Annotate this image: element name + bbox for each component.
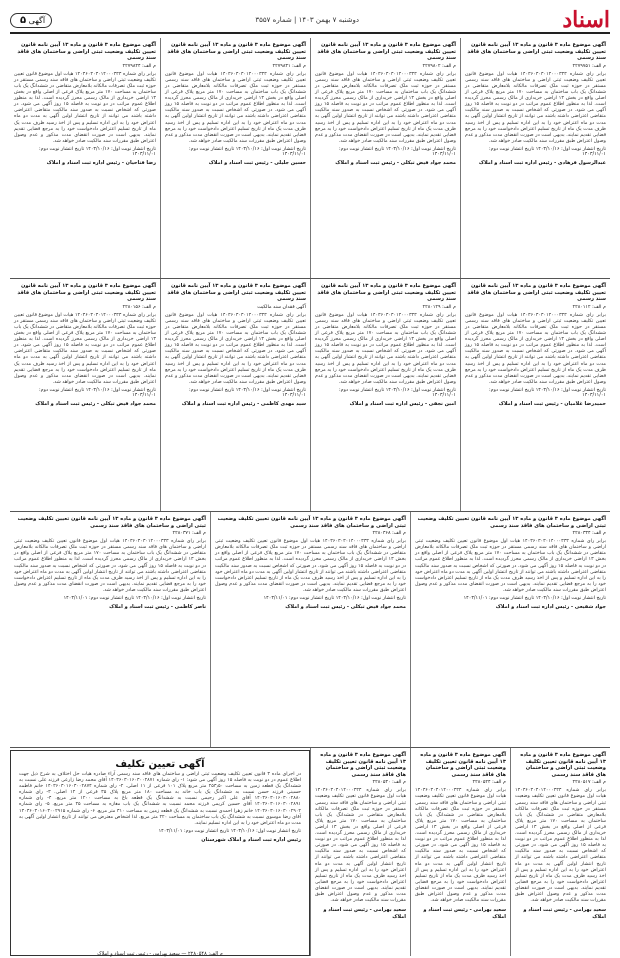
notice-body: برابر رای شماره ۱۴۰۳۶۰۳۰۳۰۱۴۰۰۰۳۳۳ هیات اول موضوع قانون تعیین تکلیف وضعیت ثبتی اراضی و ساختمان های فاقد سند رسمی مستقر در حوزه ثبت ملک تصرفات مالکانه بلامعارض متقاضی در ششدانگ یک باب ساختمان به مساحت ۱۷۰ متر مربع پلاک فرعی از اصلی واقع در بخش ۱۳ اراضی خریداری از مالک رسمی محرز گردیده است. لذا به منظور اطلاع عموم مراتب در دو نوبت به فاصله ۱۵ روز آگهی می شود. در صورتی که اشخاص نسبت به صدور سند مالکیت متقاضی اعتراضی داشته باشند می توانند از تاریخ انتشار اولین آگهی به مدت دو ماه اعتراض خود را به این اداره تسلیم و پس از اخذ رسید ظرف مدت یک ماه از تاریخ تسلیم اعتراض دادخواست خود را به مرجع قضایی تقدیم نمایند. بدیهی است در صورت انقضای مدت مذکور و عدم وصول اعتراض طبق مقررات سند مالکیت صادر خواهد شد. xyxy=(165,71,306,144)
legal-notice xyxy=(160,38,310,278)
notice-title: آگهی موضوع ماده ۳ قانون و ماده ۱۳ آیین نامه قانون تعیین تکلیف وضعیت ثبتی اراضی و ساختمان های فاقد سند رسمی xyxy=(17,283,156,303)
notice-ref: م الف: ۲۲۷۹۸۳۱ xyxy=(272,63,306,69)
legal-notice xyxy=(310,748,410,956)
legal-notice xyxy=(460,38,610,278)
notice-ref: م الف: ۲۲۷۹۷۵۱ xyxy=(572,63,606,69)
notice-body: برابر رای شماره ۱۴۰۳۶۰۳۰۳۰۱۴۰۰۰۳۳۳ هیات اول موضوع قانون تعیین تکلیف وضعیت ثبتی اراضی و ساختمان های فاقد سند رسمی مستقر در حوزه ثبت ملک تصرفات مالکانه بلامعارض متقاضی در ششدانگ یک باب ساختمان به مساحت ۱۷۰ متر مربع پلاک فرعی از اصلی واقع در بخش ۱۳ اراضی خریداری از مالک رسمی محرز گردیده است. لذا به منظور اطلاع عموم مراتب در دو نوبت به فاصله ۱۵ روز آگهی می شود. در صورتی که اشخاص نسبت به صدور سند مالکیت متقاضی اعتراضی داشته باشند می توانند از تاریخ انتشار اولین آگهی به مدت دو ماه اعتراض خود را به این اداره تسلیم و پس از اخذ رسید ظرف مدت یک ماه از تاریخ تسلیم اعتراض دادخواست خود را به مرجع قضایی تقدیم نمایند. بدیهی است در صورت انقضای مدت مذکور و عدم وصول اعتراض طبق مقررات سند مالکیت صادر خواهد شد. xyxy=(315,312,456,385)
notice-signature: محمد جواد فیض تبکلی - رئیس ثبت اسناد و املاک xyxy=(285,604,406,611)
notice-title: آگهی موضوع ماده ۳ قانون و ماده ۱۳ آیین نامه قانون تعیین تکلیف وضعیت ثبتی اراضی و ساختمان های فاقد سند رسمی xyxy=(317,283,456,303)
page-number: ۵ xyxy=(20,14,27,26)
notice-signature: سعید بهرامی - رئیس ثبت اسناد و املاک xyxy=(323,907,406,920)
notice-title: آگهی موضوع ماده ۳ قانون و ماده ۱۳ آیین نامه قانون تعیین تکلیف وضعیت ثبتی اراضی و ساختمان های فاقد سند رسمی xyxy=(317,42,456,62)
newspaper-logo: اسناد xyxy=(562,7,610,33)
big-notice-date: تاریخ انتشار نوبت اول: ۱۴۰۳/۱۰/۱۶ تاریخ انتشار نوبت دوم: ۱۴۰۳/۱۱/۰۱ xyxy=(158,828,301,834)
issue-line: دوشنبه ۷ بهمن ۱۴۰۳ | شماره ۳۵۵۷ xyxy=(255,16,359,24)
notice-row-bottom xyxy=(10,748,610,956)
notice-signature: ناصر کاظمی - رئیس ثبت اسناد و املاک xyxy=(109,604,206,611)
notice-signature: سعید بهرامی - رئیس ثبت اسناد و املاک xyxy=(523,907,606,920)
notice-body: برابر رای شماره ۱۴۰۳۶۰۳۰۳۰۱۴۰۰۰۳۳۳ هیات اول موضوع قانون تعیین تکلیف وضعیت ثبتی اراضی و ساختمان های فاقد سند رسمی مستقر در حوزه ثبت ملک تصرفات مالکانه بلامعارض متقاضی در ششدانگ یک باب ساختمان به مساحت ۱۷۰ متر مربع پلاک فرعی از اصلی واقع در بخش ۱۳ اراضی خریداری از مالک رسمی محرز گردیده است. لذا به منظور اطلاع عموم مراتب در دو نوبت به فاصله ۱۵ روز آگهی می شود. در صورتی که اشخاص نسبت به صدور سند مالکیت متقاضی اعتراضی داشته باشند می توانند از تاریخ انتشار اولین آگهی به مدت دو ماه اعتراض خود را به این اداره تسلیم و پس از اخذ رسید ظرف مدت یک ماه از تاریخ تسلیم اعتراض دادخواست خود را به مرجع قضایی تقدیم نمایند. بدیهی است در صورت انقضای مدت مذکور و عدم وصول اعتراض طبق مقررات سند مالکیت صادر خواهد شد. xyxy=(465,71,606,144)
big-notice-signature: رئیس اداره ثبت اسناد و املاک شهرستان xyxy=(201,836,301,843)
notice-title: آگهی موضوع ماده ۳ قانون و ماده ۱۳ آیین نامه قانون تعیین تکلیف وضعیت ثبتی اراضی و ساختمان های فاقد سند رسمی xyxy=(167,42,306,62)
legal-notice xyxy=(210,512,410,747)
notice-signature: سعید بهرامی - رئیس ثبت اسناد و املاک xyxy=(423,907,506,920)
page-label: آگهی xyxy=(28,15,46,25)
notice-row xyxy=(10,38,610,279)
legal-notice xyxy=(410,748,510,956)
notice-ref: م الف: ۲۲۷۹۸۰۲ xyxy=(422,63,456,69)
notice-signature: محمد جواد فیض تبکلی - رئیس ثبت اسناد و املاک xyxy=(35,400,156,407)
notice-title: آگهی موضوع ماده ۳ قانون و ماده ۱۳ آیین نامه قانون تعیین تکلیف وضعیت ثبتی اراضی و ساختمان های فاقد سند رسمی xyxy=(520,752,606,778)
big-notice-list: در اجرای ماده ۳ قانون تعیین تکلیف وضعیت ثبتی اراضی و ساختمان های فاقد سند رسمی آراء صادره هیات حل اختلاف به شرح ذیل جهت اطلاع عموم در دو نوبت به فاصله ۱۵ روز آگهی می شود: ۱- رای شماره ۱۴۰۳۶۰۳۰۱۶۰۳۰۰۲۸۷۱ آقای محمد رضا زارعی فرزند علی نسبت به ششدانگ یک قطعه زمین به مساحت ۲۵۳٫۵۰ متر مربع پلاک ۱۰۱ فرعی از ۱۱ اصلی. ۲- رای شماره ۱۴۰۳۶۰۳۰۱۶۰۳۰۰۲۸۷۴ خانم فاطمه حسینی فرزند حسن نسبت به ششدانگ یک باب خانه به مساحت ۱۸۰ متر مربع پلاک ۳۵ فرعی از ۱۲ اصلی. ۳- رای شماره ۱۴۰۳۶۰۳۰۱۶۰۳۰۰۲۸۸۰ آقای علی اکبر رحیمی نسبت به ششدانگ یک قطعه باغ به مساحت ۱۲۰۰ متر مربع. ۴- رای شماره ۱۴۰۳۶۰۳۰۱۶۰۳۰۰۲۸۹۱ آقای حسین کریمی فرزند محمد نسبت به ششدانگ یک باب مغازه به مساحت ۴۵ متر مربع. ۵- رای شماره ۱۴۰۳۶۰۳۰۱۶۰۳۰۰۲۹۰۲ خانم زهرا احمدی نسبت به ششدانگ یک قطعه زمین به مساحت ۳۱۰ متر مربع. ۶- رای شماره ۱۴۰۳۶۰۳۰۱۶۰۳۰۰۲۹۱۵ آقای رضا موسوی نسبت به ششدانگ یک باب ساختمان به مساحت ۲۲۰ متر مربع. لذا اشخاص معترض می توانند از تاریخ انتشار اولین آگهی به مدت دو ماه اعتراض خود را به این اداره تسلیم نمایند. xyxy=(19,772,302,826)
legal-notice xyxy=(460,279,610,511)
notice-body: برابر رای شماره ۱۴۰۳۶۰۳۰۳۰۱۴۰۰۰۳۳۳ هیات اول موضوع قانون تعیین تکلیف وضعیت ثبتی اراضی و ساختمان های فاقد سند رسمی مستقر در حوزه ثبت ملک تصرفات مالکانه بلامعارض متقاضی در ششدانگ یک باب ساختمان به مساحت ۱۷۰ متر مربع پلاک فرعی از اصلی واقع در بخش ۱۳ اراضی خریداری از مالک رسمی محرز گردیده است. لذا به منظور اطلاع عموم مراتب در دو نوبت به فاصله ۱۵ روز آگهی می شود. در صورتی که اشخاص نسبت به صدور سند مالکیت متقاضی اعتراضی داشته باشند می توانند از تاریخ انتشار اولین آگهی به مدت دو ماه اعتراض خود را به این اداره تسلیم و پس از اخذ رسید ظرف مدت یک ماه از تاریخ تسلیم اعتراض دادخواست خود را به مرجع قضایی تقدیم نمایند. بدیهی است در صورت انقضای مدت مذکور و عدم وصول اعتراض طبق مقررات سند مالکیت صادر خواهد شد. xyxy=(315,71,456,144)
notice-date: تاریخ انتشار نوبت اول: ۱۴۰۳/۱۰/۱۶ تاریخ انتشار نوبت دوم: ۱۴۰۳/۱۱/۰۱ xyxy=(188,387,306,398)
notice-signature: محمد جواد فیض تبکلی - رئیس ثبت اسناد و املاک xyxy=(335,159,456,166)
notice-signature: سعید بهرامی - رئیس ثبت اسناد و املاک xyxy=(97,951,180,957)
legal-notice xyxy=(10,512,210,747)
notice-title: آگهی موضوع ماده ۳ قانون و ماده ۱۳ آیین نامه قانون تعیین تکلیف وضعیت ثبتی اراضی و ساختمان های فاقد سند رسمی xyxy=(217,516,406,529)
notice-signature: حسین جلیلی - رئیس ثبت اسناد و املاک xyxy=(208,159,306,166)
notice-title: آگهی موضوع ماده ۳ قانون و ماده ۱۳ آیین نامه قانون تعیین تکلیف وضعیت ثبتی اراضی و ساختمان های فاقد سند رسمی xyxy=(320,752,406,778)
notice-ref: م الف: ۲۲۸۰۱۱۲ xyxy=(572,304,606,310)
notice-signature: رضا فتاحیان - رئیس اداره ثبت اسناد و املاک xyxy=(46,159,156,166)
notice-ref: م الف: ۲۲۸۰۵۲۴ xyxy=(472,780,506,786)
legal-notice xyxy=(510,748,610,956)
notice-date: تاریخ انتشار نوبت اول: ۱۴۰۳/۱۰/۱۶ تاریخ انتشار نوبت دوم: ۱۴۰۳/۱۱/۰۱ xyxy=(488,146,606,157)
big-notice xyxy=(10,750,310,956)
notice-date: تاریخ انتشار نوبت اول: ۱۴۰۳/۱۰/۱۶ تاریخ انتشار نوبت دوم: ۱۴۰۳/۱۱/۰۱ xyxy=(488,387,606,398)
notice-date: تاریخ انتشار نوبت اول: ۱۴۰۳/۱۰/۱۶ تاریخ انتشار نوبت دوم: ۱۴۰۳/۱۱/۰۱ xyxy=(38,146,156,157)
notice-title: آگهی موضوع ماده ۳ قانون و ماده ۱۳ آیین نامه قانون تعیین تکلیف وضعیت ثبتی اراضی و ساختمان های فاقد سند رسمی xyxy=(417,516,606,529)
notice-body: برابر رای شماره ۱۴۰۳۶۰۳۰۳۰۱۴۰۰۰۳۳۳ هیات اول موضوع قانون تعیین تکلیف وضعیت ثبتی اراضی و ساختمان های فاقد سند رسمی مستقر در حوزه ثبت ملک تصرفات مالکانه بلامعارض متقاضی در ششدانگ یک باب ساختمان به مساحت ۱۷۰ متر مربع پلاک فرعی از اصلی واقع در بخش ۱۳ اراضی خریداری از مالک رسمی محرز گردیده است. لذا به منظور اطلاع عموم مراتب در دو نوبت به فاصله ۱۵ روز آگهی می شود. در صورتی که اشخاص نسبت به صدور سند مالکیت متقاضی اعتراضی داشته باشند می توانند از تاریخ انتشار اولین آگهی به مدت دو ماه اعتراض خود را به این اداره تسلیم و پس از اخذ رسید ظرف مدت یک ماه از تاریخ تسلیم اعتراض دادخواست خود را به مرجع قضایی تقدیم نمایند. بدیهی است در صورت انقضای مدت مذکور و عدم وصول اعتراض طبق مقررات سند مالکیت صادر خواهد شد. xyxy=(14,539,207,593)
notice-body: برابر رای شماره ۱۴۰۳۶۰۳۰۳۰۱۴۰۰۰۳۳۳ هیات اول موضوع قانون تعیین تکلیف وضعیت ثبتی اراضی و ساختمان های فاقد سند رسمی مستقر در حوزه ثبت ملک تصرفات مالکانه بلامعارض متقاضی در ششدانگ یک باب ساختمان به مساحت ۱۷۰ متر مربع پلاک فرعی از اصلی واقع در بخش ۱۳ اراضی خریداری از مالک رسمی محرز گردیده است. لذا به منظور اطلاع عموم مراتب در دو نوبت به فاصله ۱۵ روز آگهی می شود. در صورتی که اشخاص نسبت به صدور سند مالکیت متقاضی اعتراضی داشته باشند می توانند از تاریخ انتشار اولین آگهی به مدت دو ماه اعتراض خود را به این اداره تسلیم و پس از اخذ رسید ظرف مدت یک ماه از تاریخ تسلیم اعتراض دادخواست خود را به مرجع قضایی تقدیم نمایند. بدیهی است در صورت انقضای مدت مذکور و عدم وصول اعتراض طبق مقررات سند مالکیت صادر خواهد شد. xyxy=(14,312,157,385)
notice-ref: م الف: ۲۲۸۰۳۷۱ xyxy=(172,531,206,537)
notice-ref: م الف: ۲۲۸۰۵۱۷ xyxy=(572,780,606,786)
legal-notice xyxy=(310,38,460,278)
notice-body: برابر رای شماره ۱۴۰۳۶۰۳۰۳۰۱۴۰۰۰۳۳۳ هیات اول موضوع قانون تعیین تکلیف وضعیت ثبتی اراضی و ساختمان های فاقد سند رسمی مستقر در حوزه ثبت ملک تصرفات مالکانه بلامعارض متقاضی در ششدانگ یک باب ساختمان به مساحت ۱۷۰ متر مربع پلاک فرعی از اصلی واقع در بخش ۱۳ اراضی خریداری از مالک رسمی محرز گردیده است. لذا به منظور اطلاع عموم مراتب در دو نوبت به فاصله ۱۵ روز آگهی می شود. در صورتی که اشخاص نسبت به صدور سند مالکیت متقاضی اعتراضی داشته باشند می توانند از تاریخ انتشار اولین آگهی به مدت دو ماه اعتراض خود را به این اداره تسلیم و پس از اخذ رسید ظرف مدت یک ماه از تاریخ تسلیم اعتراض دادخواست خود را به مرجع قضایی تقدیم نمایند. بدیهی است در صورت انقضای مدت مذکور و عدم وصول اعتراض طبق مقررات سند مالکیت صادر خواهد شد. xyxy=(165,312,306,385)
masthead xyxy=(10,8,610,34)
notice-date: تاریخ انتشار نوبت اول: ۱۴۰۳/۱۰/۱۶ تاریخ انتشار نوبت دوم: ۱۴۰۳/۱۱/۰۱ xyxy=(338,146,456,157)
notice-signature: عبدالرسول فرهادی - رئیس اداره ثبت اسناد و املاک xyxy=(478,159,606,166)
bottom-extra-notice: م الف: ۲۲۸۰۵۴۸ — سعید بهرامی - رئیس ثبت اسناد و املاک xyxy=(97,951,223,957)
legal-notice xyxy=(310,279,460,511)
legal-notice xyxy=(410,512,610,747)
legal-notice xyxy=(160,279,310,511)
notice-row xyxy=(10,512,610,748)
notice-signature: امین نجفی - رئیس اداره ثبت اسناد و املاک xyxy=(349,400,456,407)
notice-row xyxy=(10,279,610,512)
notice-title: آگهی موضوع ماده ۳ قانون و ماده ۱۳ آیین نامه قانون تعیین تکلیف وضعیت ثبتی اراضی و ساختمان های فاقد سند رسمی xyxy=(167,283,306,303)
notice-signature: جواد شفیعی - رئیس اداره ثبت اسناد و املاک xyxy=(495,604,606,611)
notice-signature: حمیدرضا غلامیان - رئیس ثبت اسناد و املاک xyxy=(498,400,606,407)
notice-body: برابر رای شماره ۱۴۰۳۶۰۳۰۳۰۱۴۰۰۰۳۳۳ هیات اول موضوع قانون تعیین تکلیف وضعیت ثبتی اراضی و ساختمان های فاقد سند رسمی مستقر در حوزه ثبت ملک تصرفات مالکانه بلامعارض متقاضی در ششدانگ یک باب ساختمان به مساحت ۱۷۰ متر مربع پلاک فرعی از اصلی واقع در بخش ۱۳ اراضی خریداری از مالک رسمی محرز گردیده است. لذا به منظور اطلاع عموم مراتب در دو نوبت به فاصله ۱۵ روز آگهی می شود. در صورتی که اشخاص نسبت به صدور سند مالکیت متقاضی اعتراضی داشته باشند می توانند از تاریخ انتشار اولین آگهی به مدت دو ماه اعتراض خود را به این اداره تسلیم و پس از اخذ رسید ظرف مدت یک ماه از تاریخ تسلیم اعتراض دادخواست خود را به مرجع قضایی تقدیم نمایند. بدیهی است در صورت انقضای مدت مذکور و عدم وصول اعتراض طبق مقررات سند مالکیت صادر خواهد شد. xyxy=(465,312,606,385)
notice-title: آگهی موضوع ماده ۳ قانون و ماده ۱۳ آیین نامه قانون تعیین تکلیف وضعیت ثبتی اراضی و ساختمان های فاقد سند رسمی xyxy=(17,42,156,62)
notice-body: برابر رای شماره ۱۴۰۳۶۰۳۰۳۰۱۴۰۰۰۳۳۳ هیات اول موضوع قانون تعیین تکلیف وضعیت ثبتی اراضی و ساختمان های فاقد سند رسمی مستقر در حوزه ثبت ملک تصرفات مالکانه بلامعارض متقاضی در ششدانگ یک باب ساختمان به مساحت ۱۷۰ متر مربع پلاک فرعی از اصلی واقع در بخش ۱۳ اراضی خریداری از مالک رسمی محرز گردیده است. لذا به منظور اطلاع عموم مراتب در دو نوبت به فاصله ۱۵ روز آگهی می شود. در صورتی که اشخاص نسبت به صدور سند مالکیت متقاضی اعتراضی داشته باشند می توانند از تاریخ انتشار اولین آگهی به مدت دو ماه اعتراض خود را به این اداره تسلیم و پس از اخذ رسید ظرف مدت یک ماه از تاریخ تسلیم اعتراض دادخواست خود را به مرجع قضایی تقدیم نمایند. بدیهی است در صورت انقضای مدت مذکور و عدم وصول اعتراض طبق مقررات سند مالکیت صادر خواهد شد. xyxy=(515,788,607,904)
notice-grid xyxy=(10,38,610,956)
notice-date: تاریخ انتشار نوبت اول: ۱۴۰۳/۱۰/۱۶ تاریخ انتشار نوبت دوم: ۱۴۰۳/۱۱/۰۱ xyxy=(188,146,306,157)
notice-ref: م الف: ۲۲۸۰۳۶۸ xyxy=(372,531,406,537)
legal-notice xyxy=(10,38,160,278)
notice-date: تاریخ انتشار نوبت اول: ۱۴۰۳/۱۰/۱۶ تاریخ انتشار نوبت دوم: ۱۴۰۳/۱۱/۰۱ xyxy=(463,596,606,602)
notice-title: آگهی موضوع ماده ۳ قانون و ماده ۱۳ آیین نامه قانون تعیین تکلیف وضعیت ثبتی اراضی و ساختمان های فاقد سند رسمی xyxy=(467,42,606,62)
notice-ref: م الف: ۲۲۸۰۳۳۴ xyxy=(572,531,606,537)
notice-body: برابر رای شماره ۱۴۰۳۶۰۳۰۳۰۱۴۰۰۰۳۳۳ هیات اول موضوع قانون تعیین تکلیف وضعیت ثبتی اراضی و ساختمان های فاقد سند رسمی مستقر در حوزه ثبت ملک تصرفات مالکانه بلامعارض متقاضی در ششدانگ یک باب ساختمان به مساحت ۱۷۰ متر مربع پلاک فرعی از اصلی واقع در بخش ۱۳ اراضی خریداری از مالک رسمی محرز گردیده است. لذا به منظور اطلاع عموم مراتب در دو نوبت به فاصله ۱۵ روز آگهی می شود. در صورتی که اشخاص نسبت به صدور سند مالکیت متقاضی اعتراضی داشته باشند می توانند از تاریخ انتشار اولین آگهی به مدت دو ماه اعتراض خود را به این اداره تسلیم و پس از اخذ رسید ظرف مدت یک ماه از تاریخ تسلیم اعتراض دادخواست خود را به مرجع قضایی تقدیم نمایند. بدیهی است در صورت انقضای مدت مذکور و عدم وصول اعتراض طبق مقررات سند مالکیت صادر خواهد شد. xyxy=(14,71,157,144)
notice-ref: م الف: ۲۲۸۰۱۲۹ xyxy=(422,304,456,310)
notice-signature: سید مهدی کاظمی - رئیس اداره ثبت اسناد و املاک xyxy=(181,400,306,407)
notice-ref: آگهی فقدان سند مالکیت xyxy=(257,304,306,310)
legal-notice xyxy=(10,279,160,511)
notice-body: برابر رای شماره ۱۴۰۳۶۰۳۰۳۰۱۴۰۰۰۳۳۳ هیات اول موضوع قانون تعیین تکلیف وضعیت ثبتی اراضی و ساختمان های فاقد سند رسمی مستقر در حوزه ثبت ملک تصرفات مالکانه بلامعارض متقاضی در ششدانگ یک باب ساختمان به مساحت ۱۷۰ متر مربع پلاک فرعی از اصلی واقع در بخش ۱۳ اراضی خریداری از مالک رسمی محرز گردیده است. لذا به منظور اطلاع عموم مراتب در دو نوبت به فاصله ۱۵ روز آگهی می شود. در صورتی که اشخاص نسبت به صدور سند مالکیت متقاضی اعتراضی داشته باشند می توانند از تاریخ انتشار اولین آگهی به مدت دو ماه اعتراض خود را به این اداره تسلیم و پس از اخذ رسید ظرف مدت یک ماه از تاریخ تسلیم اعتراض دادخواست خود را به مرجع قضایی تقدیم نمایند. بدیهی است در صورت انقضای مدت مذکور و عدم وصول اعتراض طبق مقررات سند مالکیت صادر خواهد شد. xyxy=(415,788,507,904)
page-badge xyxy=(10,13,52,28)
notice-date: تاریخ انتشار نوبت اول: ۱۴۰۳/۱۰/۱۶ تاریخ انتشار نوبت دوم: ۱۴۰۳/۱۱/۰۱ xyxy=(338,387,456,398)
notice-body: برابر رای شماره ۱۴۰۳۶۰۳۰۳۰۱۴۰۰۰۳۳۳ هیات اول موضوع قانون تعیین تکلیف وضعیت ثبتی اراضی و ساختمان های فاقد سند رسمی مستقر در حوزه ثبت ملک تصرفات مالکانه بلامعارض متقاضی در ششدانگ یک باب ساختمان به مساحت ۱۷۰ متر مربع پلاک فرعی از اصلی واقع در بخش ۱۳ اراضی خریداری از مالک رسمی محرز گردیده است. لذا به منظور اطلاع عموم مراتب در دو نوبت به فاصله ۱۵ روز آگهی می شود. در صورتی که اشخاص نسبت به صدور سند مالکیت متقاضی اعتراضی داشته باشند می توانند از تاریخ انتشار اولین آگهی به مدت دو ماه اعتراض خود را به این اداره تسلیم و پس از اخذ رسید ظرف مدت یک ماه از تاریخ تسلیم اعتراض دادخواست خود را به مرجع قضایی تقدیم نمایند. بدیهی است در صورت انقضای مدت مذکور و عدم وصول اعتراض طبق مقررات سند مالکیت صادر خواهد شد. xyxy=(315,788,407,904)
notice-title: آگهی موضوع ماده ۳ قانون و ماده ۱۳ آیین نامه قانون تعیین تکلیف وضعیت ثبتی اراضی و ساختمان های فاقد سند رسمی xyxy=(420,752,506,778)
notice-ref: م الف: ۲۲۷۹۸۴۴ xyxy=(122,63,156,69)
notice-body: برابر رای شماره ۱۴۰۳۶۰۳۰۳۰۱۴۰۰۰۳۳۳ هیات اول موضوع قانون تعیین تکلیف وضعیت ثبتی اراضی و ساختمان های فاقد سند رسمی مستقر در حوزه ثبت ملک تصرفات مالکانه بلامعارض متقاضی در ششدانگ یک باب ساختمان به مساحت ۱۷۰ متر مربع پلاک فرعی از اصلی واقع در بخش ۱۳ اراضی خریداری از مالک رسمی محرز گردیده است. لذا به منظور اطلاع عموم مراتب در دو نوبت به فاصله ۱۵ روز آگهی می شود. در صورتی که اشخاص نسبت به صدور سند مالکیت متقاضی اعتراضی داشته باشند می توانند از تاریخ انتشار اولین آگهی به مدت دو ماه اعتراض خود را به این اداره تسلیم و پس از اخذ رسید ظرف مدت یک ماه از تاریخ تسلیم اعتراض دادخواست خود را به مرجع قضایی تقدیم نمایند. بدیهی است در صورت انقضای مدت مذکور و عدم وصول اعتراض طبق مقررات سند مالکیت صادر خواهد شد. xyxy=(215,539,406,593)
notice-ref: م الف: ۲۲۸۰۵۴۸ xyxy=(187,951,223,957)
notice-ref: م الف: ۲۲۸۰۵۳۰ xyxy=(372,780,406,786)
notice-date: تاریخ انتشار نوبت اول: ۱۴۰۳/۱۰/۱۶ تاریخ انتشار نوبت دوم: ۱۴۰۳/۱۱/۰۱ xyxy=(63,596,206,602)
notice-body: برابر رای شماره ۱۴۰۳۶۰۳۰۳۰۱۴۰۰۰۳۳۳ هیات اول موضوع قانون تعیین تکلیف وضعیت ثبتی اراضی و ساختمان های فاقد سند رسمی مستقر در حوزه ثبت ملک تصرفات مالکانه بلامعارض متقاضی در ششدانگ یک باب ساختمان به مساحت ۱۷۰ متر مربع پلاک فرعی از اصلی واقع در بخش ۱۳ اراضی خریداری از مالک رسمی محرز گردیده است. لذا به منظور اطلاع عموم مراتب در دو نوبت به فاصله ۱۵ روز آگهی می شود. در صورتی که اشخاص نسبت به صدور سند مالکیت متقاضی اعتراضی داشته باشند می توانند از تاریخ انتشار اولین آگهی به مدت دو ماه اعتراض خود را به این اداره تسلیم و پس از اخذ رسید ظرف مدت یک ماه از تاریخ تسلیم اعتراض دادخواست خود را به مرجع قضایی تقدیم نمایند. بدیهی است در صورت انقضای مدت مذکور و عدم وصول اعتراض طبق مقررات سند مالکیت صادر خواهد شد. xyxy=(415,539,606,593)
notice-title: آگهی موضوع ماده ۳ قانون و ماده ۱۳ آیین نامه قانون تعیین تکلیف وضعیت ثبتی اراضی و ساختمان های فاقد سند رسمی xyxy=(17,516,206,529)
notice-date: تاریخ انتشار نوبت اول: ۱۴۰۳/۱۰/۱۶ تاریخ انتشار نوبت دوم: ۱۴۰۳/۱۱/۰۱ xyxy=(263,596,406,602)
big-notice-title: آگهی تعیین تکلیف xyxy=(115,759,205,770)
notice-title: آگهی موضوع ماده ۳ قانون و ماده ۱۳ آیین نامه قانون تعیین تکلیف وضعیت ثبتی اراضی و ساختمان های فاقد سند رسمی xyxy=(467,283,606,303)
notice-ref: م الف: ۲۲۸۰۱۵۶ xyxy=(122,304,156,310)
notice-date: تاریخ انتشار نوبت اول: ۱۴۰۳/۱۰/۱۶ تاریخ انتشار نوبت دوم: ۱۴۰۳/۱۱/۰۱ xyxy=(38,387,156,398)
